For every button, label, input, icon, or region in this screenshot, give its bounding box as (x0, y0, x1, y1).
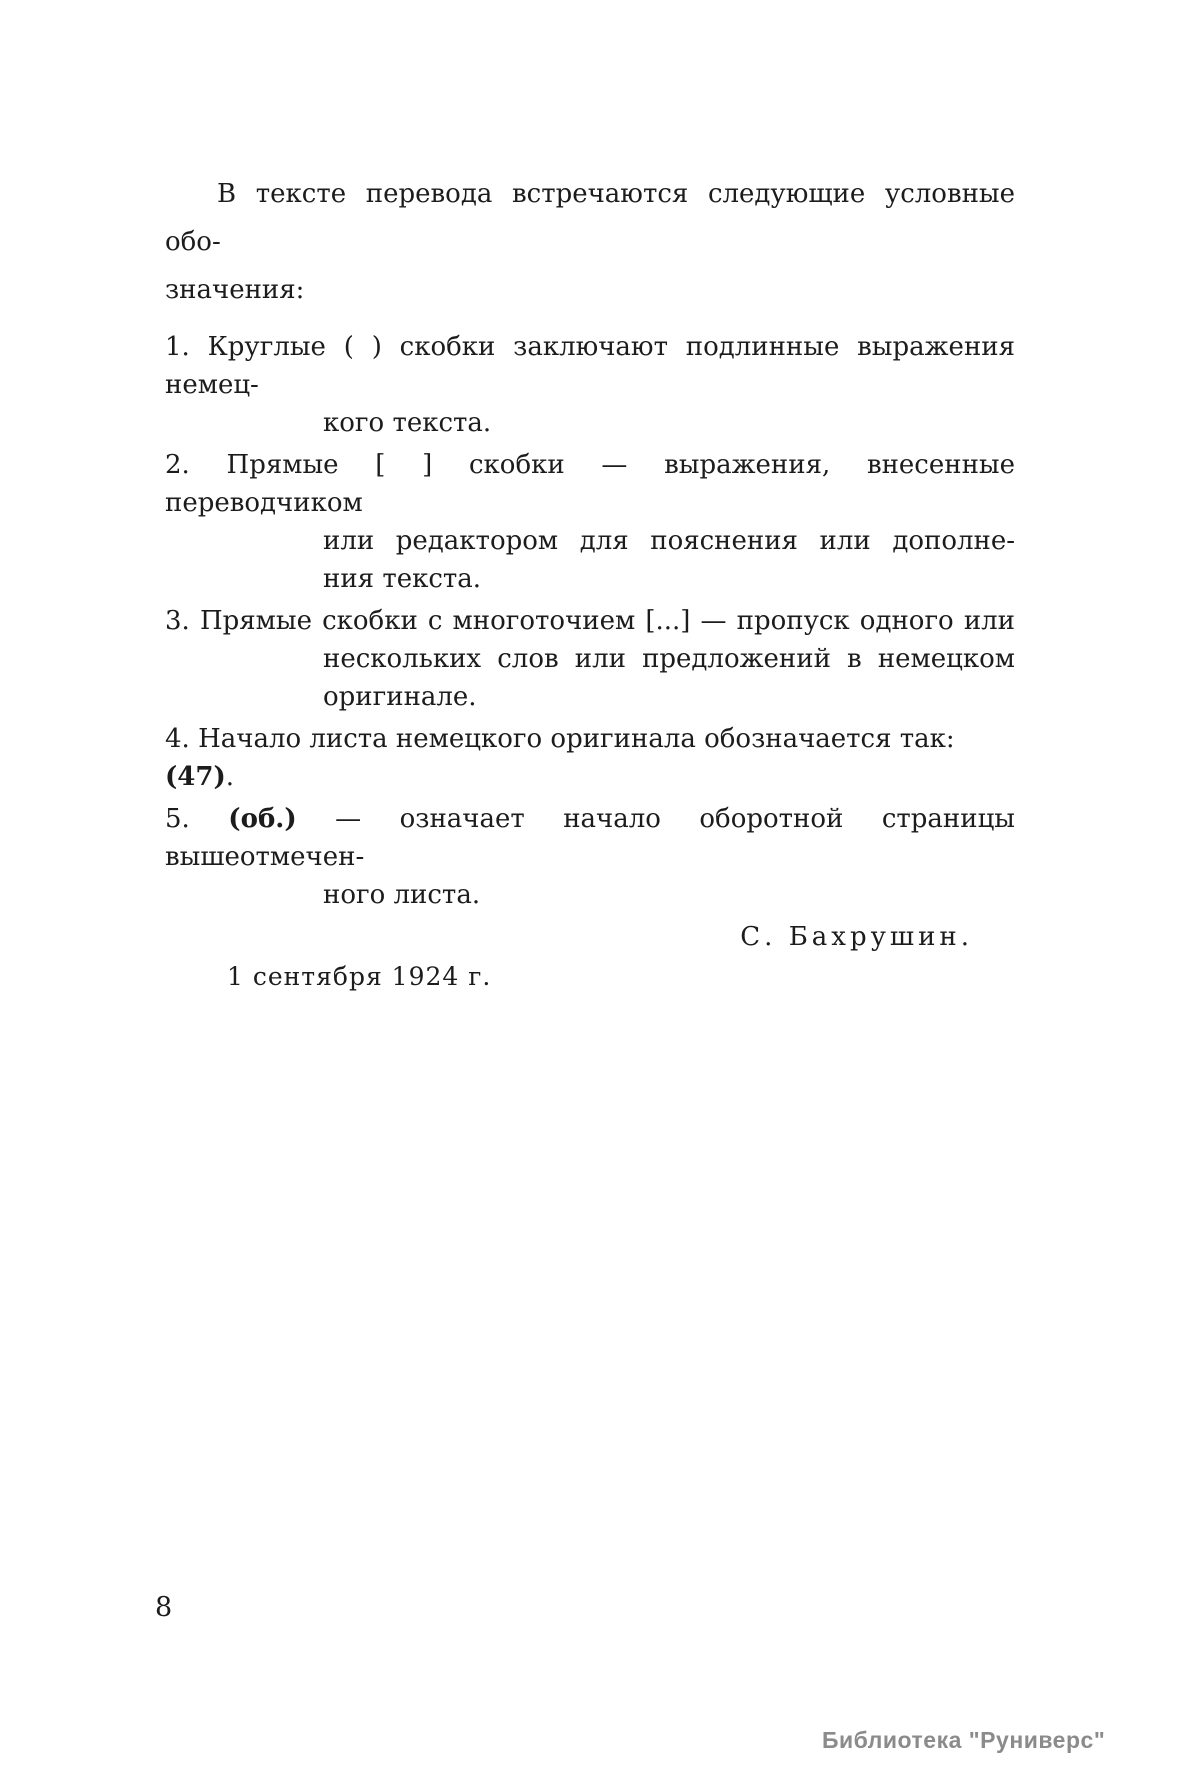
date-line: 1 сентября 1924 г. (227, 962, 492, 991)
list-item-5-verso-marker: (об.) (228, 804, 297, 834)
list-item-2-line-2: или редактором для пояснения или дополне- (323, 526, 1015, 556)
list-item-1-line-2: кого текста. (323, 408, 492, 438)
list-item-4-number: 4. (165, 724, 190, 754)
list-item-2-text: Прямые [ ] скобки — выражения, внесенные переводчиком (165, 450, 1015, 518)
list-item-2-line-1 (165, 446, 1015, 522)
list-item-5-number: 5. (165, 804, 190, 834)
list-item-5-text: — означает начало оборотной страницы вышеотмечен- (165, 804, 1015, 872)
intro-line-1: В тексте перевода встречаются следующие условные обо- (165, 179, 1015, 257)
list-item-2-line-3: ния текста. (323, 564, 482, 594)
notation-list (165, 328, 1015, 914)
list-item-4-period: . (225, 762, 235, 792)
list-item-4-text: Начало листа немецкого оригинала обозначается так: (198, 724, 955, 754)
list-item-1-line-1 (165, 328, 1015, 404)
list-item-1 (165, 328, 1015, 442)
list-item-4 (165, 720, 1015, 796)
library-watermark: Библиотека "Руниверс" (822, 1727, 1106, 1753)
list-item-3-line-1 (165, 602, 1015, 640)
list-item-3-line-2: нескольких слов или предложений в немецком (323, 644, 1015, 674)
list-item-2 (165, 446, 1015, 598)
list-item-5-line-1 (165, 800, 1015, 876)
page-number: 8 (155, 1592, 173, 1623)
list-item-3 (165, 602, 1015, 716)
list-item-3-text: Прямые скобки с многоточием [...] — пропуск одного или (199, 606, 1016, 636)
list-item-2-number: 2. (165, 450, 190, 480)
list-item-4-line-1 (165, 720, 1015, 796)
intro-line-2: значения: (165, 275, 305, 305)
list-item-4-leaf-marker: (47) (165, 762, 226, 792)
list-item-3-number: 3. (165, 606, 190, 636)
list-item-1-text: Круглые ( ) скобки заключают подлинные выражения немец- (165, 332, 1015, 400)
page-text-block (165, 170, 1015, 996)
list-item-5-line-2: ного листа. (323, 880, 481, 910)
author-signature: С. Бахрушин. (740, 922, 973, 952)
intro-paragraph (165, 170, 1015, 314)
list-item-5 (165, 800, 1015, 914)
list-item-1-number: 1. (165, 332, 190, 362)
list-item-3-line-3: оригинале. (323, 682, 477, 712)
